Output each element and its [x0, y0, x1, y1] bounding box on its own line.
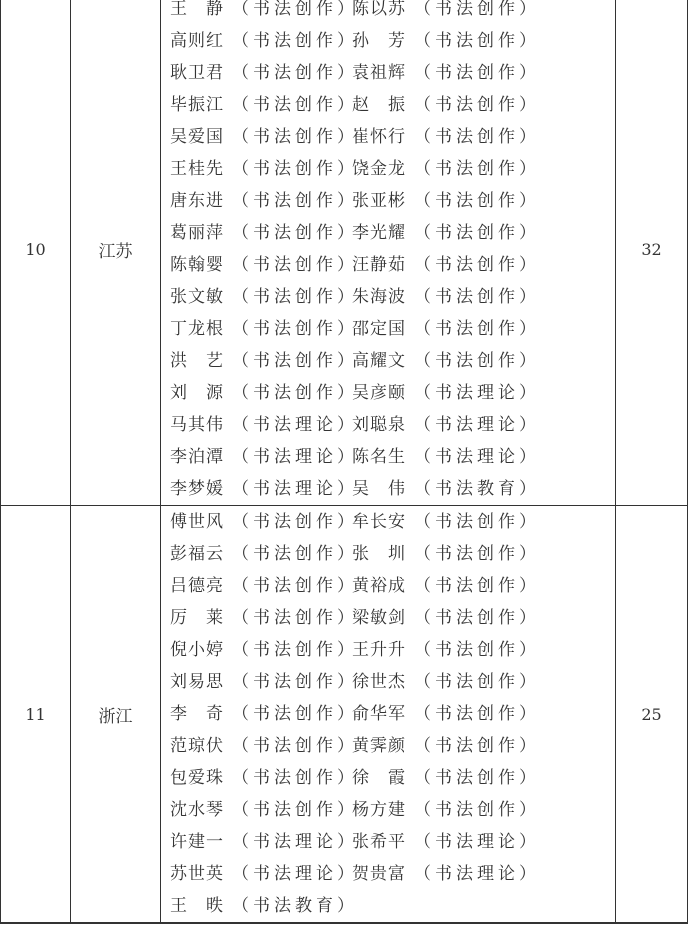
member-name: 洪 艺	[170, 351, 224, 371]
member-name: 厉 莱	[170, 608, 224, 628]
member-category: （书法理论）	[232, 479, 358, 499]
member-name: 孙 芳	[352, 31, 406, 51]
member-name: 沈水琴	[170, 800, 224, 820]
member-category: （书法创作）	[232, 608, 358, 628]
name-line	[170, 698, 615, 730]
member-category: （书法创作）	[414, 63, 540, 83]
member-name: 汪静茹	[352, 255, 406, 275]
name-line	[170, 0, 615, 25]
member-name: 包爱珠	[170, 768, 224, 788]
member-name: 袁祖辉	[352, 63, 406, 83]
member-category: （书法创作）	[414, 223, 540, 243]
name-line	[170, 890, 615, 922]
member-category: （书法理论）	[414, 832, 540, 852]
name-line	[170, 89, 615, 121]
member-category: （书法创作）	[232, 191, 358, 211]
name-line	[170, 121, 615, 153]
member-name: 李光耀	[352, 223, 406, 243]
member-category: （书法创作）	[232, 255, 358, 275]
member-category: （书法创作）	[232, 704, 358, 724]
member-category: （书法创作）	[414, 95, 540, 115]
member-name: 饶金龙	[352, 159, 406, 179]
member-category: （书法创作）	[414, 672, 540, 692]
table-row-partial	[1, 923, 688, 924]
member-category: （书法创作）	[414, 704, 540, 724]
name-line	[170, 730, 615, 762]
member-category: （书法创作）	[414, 544, 540, 564]
member-name: 张亚彬	[352, 191, 406, 211]
member-name: 黄裕成	[352, 576, 406, 596]
member-category: （书法创作）	[414, 351, 540, 371]
member-category: （书法创作）	[232, 383, 358, 403]
member-name: 马其伟	[170, 415, 224, 435]
member-category: （书法理论）	[414, 383, 540, 403]
member-name: 范琼伏	[170, 736, 224, 756]
member-category: （书法教育）	[232, 896, 358, 916]
name-line	[170, 281, 615, 313]
member-name: 高耀文	[352, 351, 406, 371]
member-names-cell	[161, 506, 616, 923]
member-names-cell	[161, 0, 616, 506]
member-category: （书法创作）	[232, 159, 358, 179]
name-line	[170, 570, 615, 602]
member-category: （书法创作）	[232, 640, 358, 660]
member-name: 唐东进	[170, 191, 224, 211]
member-count: 25	[616, 506, 688, 923]
member-category: （书法创作）	[232, 544, 358, 564]
member-name: 赵 振	[352, 95, 406, 115]
name-line	[170, 185, 615, 217]
name-line	[170, 25, 615, 57]
member-category: （书法创作）	[414, 127, 540, 147]
member-name: 吕德亮	[170, 576, 224, 596]
member-category: （书法创作）	[232, 31, 358, 51]
member-name: 耿卫君	[170, 63, 224, 83]
member-category: （书法创作）	[414, 319, 540, 339]
member-category: （书法创作）	[232, 672, 358, 692]
member-name: 吴彦颐	[352, 383, 406, 403]
member-name: 徐世杰	[352, 672, 406, 692]
row-number: 10	[1, 0, 71, 506]
member-category: （书法创作）	[232, 800, 358, 820]
member-name: 刘聪泉	[352, 415, 406, 435]
member-name: 杨方建	[352, 800, 406, 820]
province-name	[71, 923, 161, 924]
name-line	[170, 538, 615, 570]
member-name: 俞华军	[352, 704, 406, 724]
member-name: 陈以苏	[352, 0, 406, 19]
member-name: 刘 源	[170, 383, 224, 403]
name-line	[170, 345, 615, 377]
member-category: （书法创作）	[414, 736, 540, 756]
member-category: （书法创作）	[414, 191, 540, 211]
member-category: （书法创作）	[414, 31, 540, 51]
member-name: 傅世风	[170, 512, 224, 532]
name-line	[170, 858, 615, 890]
member-category: （书法创作）	[232, 95, 358, 115]
name-line	[170, 473, 615, 505]
member-category: （书法创作）	[414, 608, 540, 628]
member-category: （书法创作）	[232, 287, 358, 307]
name-line	[170, 313, 615, 345]
member-name: 邵定国	[352, 319, 406, 339]
member-category: （书法创作）	[414, 800, 540, 820]
member-name: 梁敏剑	[352, 608, 406, 628]
member-name: 牟长安	[352, 512, 406, 532]
name-line	[170, 441, 615, 473]
name-line	[170, 217, 615, 249]
member-category: （书法创作）	[414, 512, 540, 532]
member-name: 丁龙根	[170, 319, 224, 339]
member-name: 苏世英	[170, 864, 224, 884]
member-name: 许建一	[170, 832, 224, 852]
member-category: （书法创作）	[232, 63, 358, 83]
member-category: （书法创作）	[414, 576, 540, 596]
member-name: 朱海波	[352, 287, 406, 307]
member-category: （书法理论）	[232, 864, 358, 884]
name-line	[170, 153, 615, 185]
member-name: 李泊潭	[170, 447, 224, 467]
member-category: （书法创作）	[414, 255, 540, 275]
member-name: 陈翰婴	[170, 255, 224, 275]
member-name: 刘易思	[170, 672, 224, 692]
member-category: （书法创作）	[232, 351, 358, 371]
row-number: 11	[1, 506, 71, 923]
name-line	[170, 506, 615, 538]
member-name: 葛丽萍	[170, 223, 224, 243]
member-name: 张 圳	[352, 544, 406, 564]
name-line	[170, 762, 615, 794]
member-count: 32	[616, 0, 688, 506]
member-category: （书法创作）	[232, 0, 358, 19]
name-line	[170, 794, 615, 826]
member-category: （书法创作）	[232, 736, 358, 756]
province-name: 浙江	[71, 506, 161, 923]
row-number	[1, 923, 71, 924]
member-name: 张希平	[352, 832, 406, 852]
name-line	[170, 249, 615, 281]
member-name: 崔怀行	[352, 127, 406, 147]
member-name: 高则红	[170, 31, 224, 51]
province-name: 江苏	[71, 0, 161, 506]
member-category: （书法创作）	[232, 223, 358, 243]
name-line	[170, 377, 615, 409]
name-line	[170, 409, 615, 441]
member-name: 王升升	[352, 640, 406, 660]
member-category: （书法创作）	[414, 159, 540, 179]
member-category: （书法创作）	[232, 319, 358, 339]
member-name: 张文敏	[170, 287, 224, 307]
member-name: 王桂先	[170, 159, 224, 179]
name-line	[170, 602, 615, 634]
member-name: 李 奇	[170, 704, 224, 724]
member-category: （书法理论）	[414, 415, 540, 435]
table-row	[1, 0, 688, 506]
member-count	[616, 923, 688, 924]
member-name: 王 昳	[170, 896, 224, 916]
name-line	[170, 57, 615, 89]
member-names-cell	[161, 923, 616, 924]
member-category: （书法创作）	[414, 768, 540, 788]
member-category: （书法创作）	[232, 576, 358, 596]
member-name: 毕振江	[170, 95, 224, 115]
member-name: 黄霁颜	[352, 736, 406, 756]
member-name: 倪小婷	[170, 640, 224, 660]
member-category: （书法创作）	[232, 127, 358, 147]
member-category: （书法理论）	[232, 832, 358, 852]
member-name: 李梦媛	[170, 479, 224, 499]
member-category: （书法创作）	[414, 287, 540, 307]
member-category: （书法理论）	[414, 447, 540, 467]
member-category: （书法创作）	[414, 0, 540, 19]
member-name: 彭福云	[170, 544, 224, 564]
member-category: （书法创作）	[414, 640, 540, 660]
member-list-body	[1, 0, 688, 924]
member-category: （书法创作）	[232, 512, 358, 532]
member-category: （书法理论）	[232, 415, 358, 435]
member-category: （书法理论）	[414, 864, 540, 884]
member-category: （书法理论）	[232, 447, 358, 467]
name-line	[170, 634, 615, 666]
member-name: 王 静	[170, 0, 224, 19]
name-line	[170, 826, 615, 858]
member-category: （书法创作）	[232, 768, 358, 788]
name-line	[170, 666, 615, 698]
member-category: （书法教育）	[414, 479, 540, 499]
member-name: 吴 伟	[352, 479, 406, 499]
table-row	[1, 506, 688, 923]
member-name: 陈名生	[352, 447, 406, 467]
member-name: 吴爱国	[170, 127, 224, 147]
member-name: 贺贵富	[352, 864, 406, 884]
member-name: 徐 霞	[352, 768, 406, 788]
